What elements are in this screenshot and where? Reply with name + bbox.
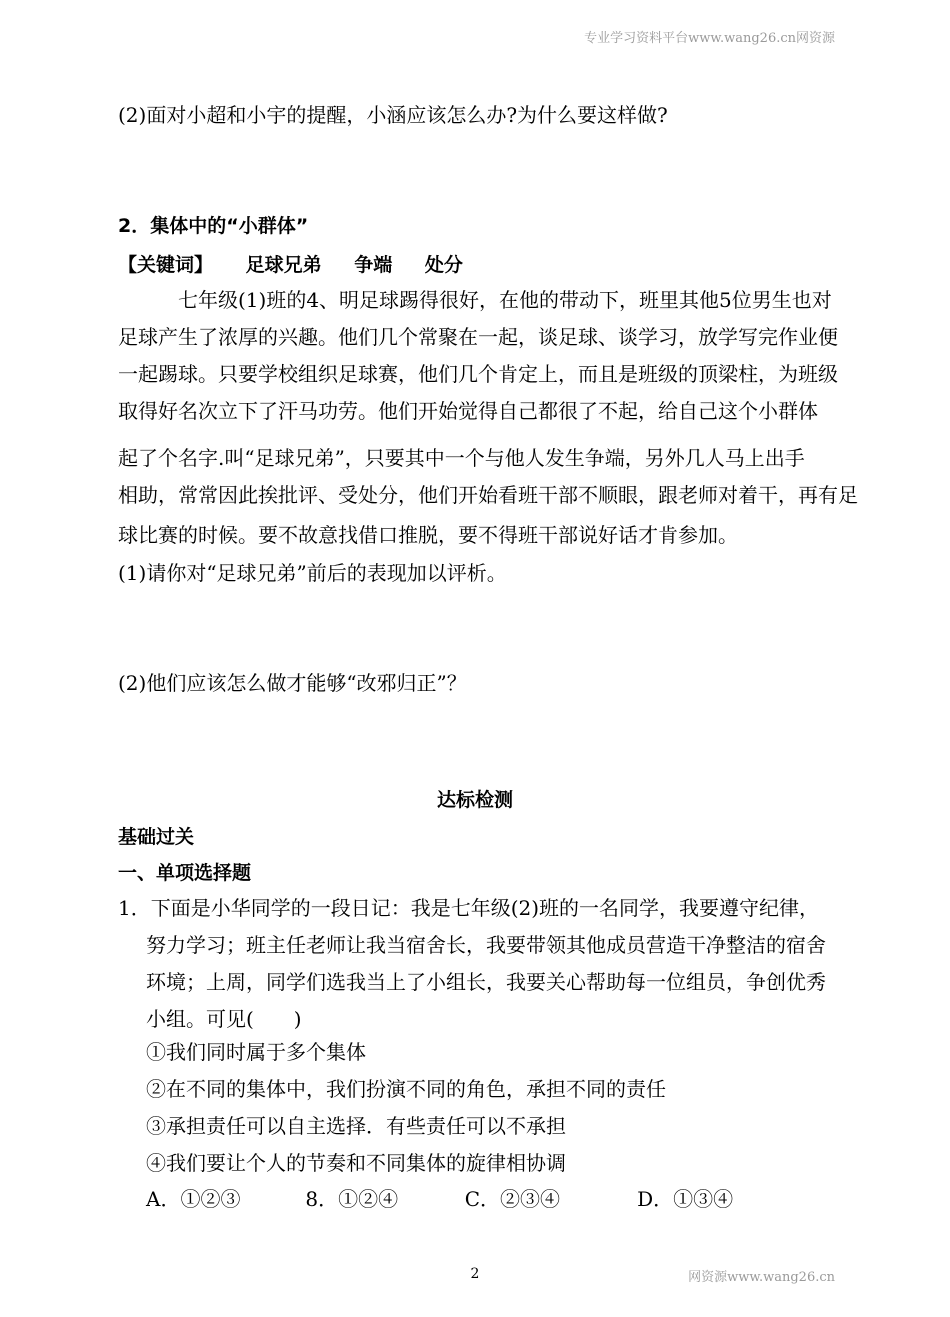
section2-title: 2．集体中的“小群体” (118, 215, 309, 237)
option-d: D．①③④ (637, 1187, 734, 1211)
option-c: C．②③④ (464, 1187, 561, 1211)
page-number: 2 (470, 1266, 480, 1282)
test-part: 一、单项选择题 (118, 862, 252, 884)
passage-line: 一起踢球。只要学校组织足球赛，他们几个肯定上，而且是班级的顶梁柱，为班级 (118, 362, 838, 386)
passage-line: 球比赛的时候。要不故意找借口推脱，要不得班干部说好话才肯参加。 (118, 523, 738, 547)
section2-question-2: (2)他们应该怎么做才能够“改邪归正”？ (118, 671, 467, 695)
keywords-line (118, 250, 489, 277)
question-1-line: 小组。可见( ) (146, 1007, 302, 1031)
passage-line: 相助，常常因此挨批评、受处分，他们开始看班干部不顺眼，跟老师对着干，再有足 (118, 483, 858, 507)
footer-watermark: 网资源www.wang26.cn (688, 1270, 835, 1285)
option-b: 8．①②④ (305, 1187, 399, 1211)
section1-question-2: (2)面对小超和小宇的提醒，小涵应该怎么办?为什么要这样做? (118, 103, 668, 127)
section2-question-1: (1)请你对“足球兄弟”前后的表现加以评析。 (118, 561, 507, 585)
header-watermark: 专业学习资料平台www.wang26.cn网资源 (584, 31, 835, 46)
statement: ②在不同的集体中，我们扮演不同的角色，承担不同的责任 (146, 1077, 666, 1101)
statement: ①我们同时属于多个集体 (146, 1040, 366, 1064)
keywords-label: 【关键词】 (118, 254, 214, 276)
question-1-line: 环境；上周，同学们选我当上了小组长，我要关心帮助每一位组员，争创优秀 (146, 970, 826, 994)
test-title: 达标检测 (436, 789, 513, 811)
question-1-line: 1．下面是小华同学的一段日记：我是七年级(2)班的一名同学，我要遵守纪律， (118, 896, 820, 920)
answer-options (146, 1189, 733, 1209)
statement: ③承担责任可以自主选择．有些责任可以不承担 (146, 1114, 566, 1138)
passage-line: 起了个名字.叫“足球兄弟”，只要其中一个与他人发生争端，另外几人马上出手 (118, 446, 805, 470)
question-1-line: 努力学习；班主任老师让我当宿舍长，我要带领其他成员营造干净整洁的宿舍 (146, 933, 826, 957)
passage-line: 取得好名次立下了汗马功劳。他们开始觉得自己都很了不起，给自己这个小群体 (118, 399, 818, 423)
passage-line: 足球产生了浓厚的兴趣。他们几个常聚在一起，谈足球、谈学习，放学写完作业便 (118, 325, 838, 349)
keyword: 处分 (424, 254, 463, 276)
keyword: 足球兄弟 (245, 254, 322, 276)
keyword: 争端 (354, 254, 393, 276)
statement: ④我们要让个人的节奏和不同集体的旋律相协调 (146, 1151, 566, 1175)
option-a: A．①②③ (146, 1187, 241, 1211)
test-level: 基础过关 (118, 826, 195, 848)
passage-line: 七年级(1)班的4、明足球踢得很好，在他的带动下，班里其他5位男生也对 (178, 288, 832, 312)
